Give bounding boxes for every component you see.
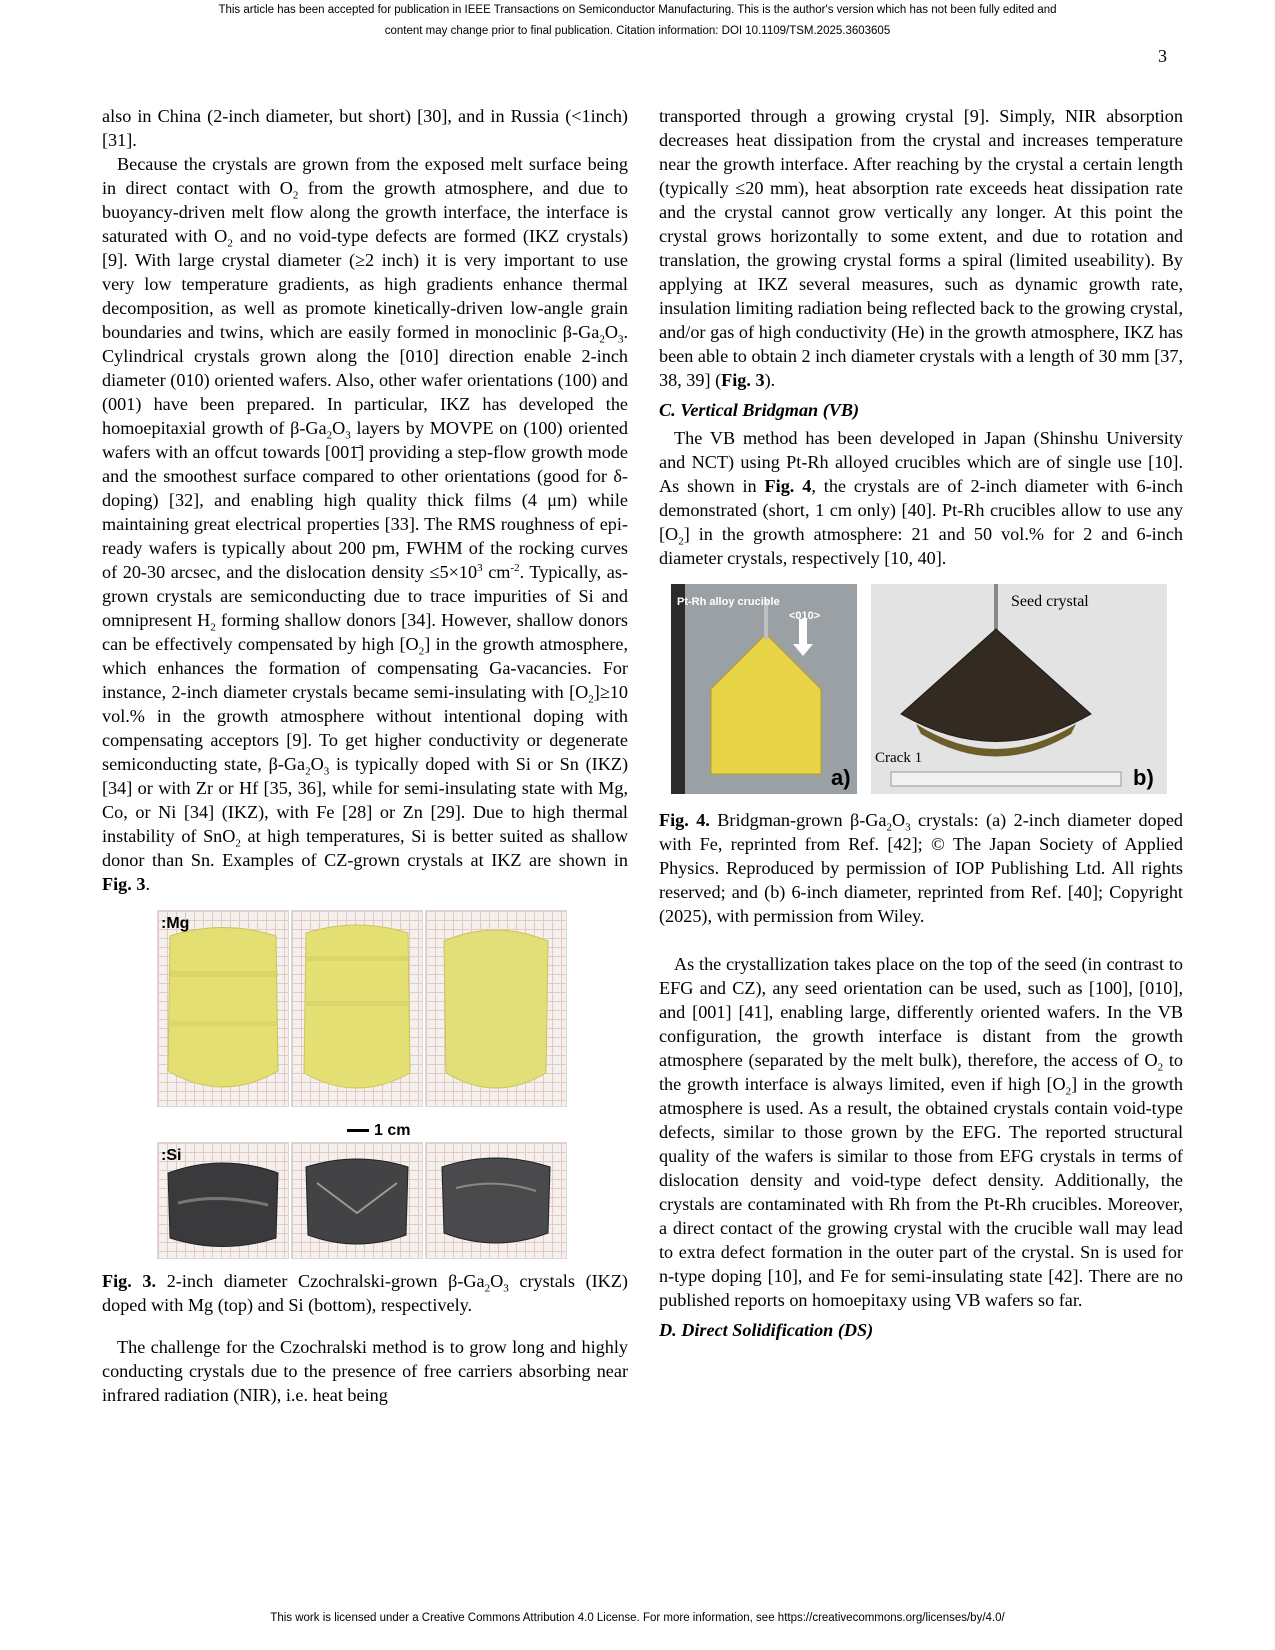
fig4-reference[interactable]: Fig. 4 xyxy=(764,476,812,496)
mg-crystal-3-image xyxy=(426,911,566,1106)
si-crystal-photo-3 xyxy=(425,1142,567,1259)
fig3-reference[interactable]: Fig. 3 xyxy=(721,370,765,390)
mg-crystal-photo-1 xyxy=(157,910,289,1107)
si-crystal-photo-2 xyxy=(291,1142,423,1259)
fig3-reference[interactable]: Fig. 3 xyxy=(102,874,146,894)
si-label: :Si xyxy=(161,1147,182,1164)
si-crystal-2-image xyxy=(292,1143,422,1258)
crack-label: Crack 1 xyxy=(875,750,923,766)
paragraph-vb-seed-orientation: As the crystallization takes place on the top of the seed (in contrast to EFG and CZ), any seed orientation can be used, such as [100], [010], and [001] [41], enabling large, differently oriented wafers. In the VB configuration, the growth interface is distant from the growth atmosphere (separated by the melt bulk), therefore, the access of $O_2$ to the growth interface is always limited, even if high $[O_2]$ in the growth atmosphere is used. As a result, the obtained crystals contain void-type defects, similar to those grown by the EFG. The reported structural quality of the wafers is similar to those from EFG crystals in terms of dislocation density and void-type defect density. Additionally, the crystals are contaminated with Rh from the Pt-Rh crucibles. Moreover, a direct contact of the growing crystal with the crucible wall may lead to extra defect formation in the outer part of the crystal. Sn is used for n-type doping [10], and Fe for semi-insulating state [42]. There are no published reports on homoepitaxy using VB wafers so far. xyxy=(659,954,1183,1310)
crucible-label: Pt-Rh alloy crucible xyxy=(677,596,780,608)
paragraph-czochralski-growth: Because the crystals are grown from the exposed melt surface being in direct contact with $O_2$ from the growth atmosphere, and due to buoyancy-driven melt flow along the growth interface, the interface is saturated with $O_2$ and no void-type defects are formed (IKZ crystals) [9]. With large crystal diameter (≥2 inch) it is very important to use very low temperature gradients, as high gradients enhance thermal decomposition, as well as promote kinetically-driven low-angle grain boundaries and twins, which are easily formed in monoclinic $\beta-Ga_2O_3$. Cylindrical crystals grown along the [010] direction enable 2-inch diameter (010) oriented wafers. Also, other wafer orientations (100) and (001) have been prepared. In particular, IKZ has developed the homoepitaxial growth of $\beta-Ga_2O_3$ layers by MOVPE on (100) oriented wafers with an offcut towards [001̄] providing a step-flow growth mode and the smoothest surface compared to other orientations (good for δ-doping) [32], and enabling high quality thick films (4 μm) while maintaining great electrical properties [33]. The RMS roughness of epi-ready wafers is typically about 200 pm, FWHM of the rocking curves of 20-30 arcsec, and the dislocation density $\le 5\times 10^3$ $cm^{-2}$. Typically, as-grown crystals are semiconducting due to trace impurities of Si and omnipresent $H_2$ forming shallow donors [34]. However, shallow donors can be effectively compensated by high $[O_2]$ in the growth atmosphere, which enhances the formation of compensating Ga-vacancies. For instance, 2-inch diameter crystals became semi-insulating with $[O_2]\ge 10$ vol.% in the growth atmosphere without intentional doping with compensating acceptors [9]. To get higher conductivity or degenerate semiconducting state, $\beta-Ga_2O_3$ is typically doped with Si or Sn (IKZ) [34] or with Zr or Hf [35, 36], while for semi-insulating state with Mg, Co, or Ni [34] (IKZ), with Fe [28] or Zn [29]. Due to high thermal instability of SnO$_2$ at high temperatures, Si is better suited as shallow donor than Sn. Examples of CZ-grown crystals at IKZ are shown in Fig. 3. xyxy=(102,154,629,894)
mg-crystal-photo-2 xyxy=(291,910,423,1107)
vb-crystal-2inch-image xyxy=(671,584,857,794)
section-heading-vertical-bridgman: C. Vertical Bridgman (VB) xyxy=(659,400,860,420)
direction-label: <010> xyxy=(789,610,821,622)
section-heading-direct-solidification: D. Direct Solidification (DS) xyxy=(659,1320,874,1340)
paragraph-nir-absorption: transported through a growing crystal [9]. Simply, NIR absorption decreases heat dissipation from the crystal and increases temperature near the growth interface. After reaching by the crystal a certain length (typically ≤20 mm), heat absorption rate exceeds heat dissipation rate and the crystal cannot grow vertically any longer. At this point the crystal grows horizontally to some extent, and due to rotation and translation, the growing crystal forms a spiral (limited useability). By applying at IKZ several measures, such as dynamic growth rate, insulation limiting radiation being reflected back to the growing crystal, and/or gas of high conductivity (He) in the growth atmosphere, IKZ has been able to obtain 2 inch diameter crystals with a length of 30 mm [37, 38, 39] (Fig. 3). xyxy=(659,106,1183,390)
panel-b-label: b) xyxy=(1133,765,1154,790)
figure-4-photos xyxy=(671,584,1171,794)
mg-crystal-2-image xyxy=(292,911,422,1106)
figure-3-photos xyxy=(157,910,587,1257)
publication-banner xyxy=(0,0,1275,42)
figure-3-caption: Fig. 3. 2-inch diameter Czochralski-grown $\beta-Ga_2O_3$ crystals (IKZ) doped with Mg (top) and Si (bottom), respectively. xyxy=(102,1271,628,1315)
scale-bar-1cm: 1 cm xyxy=(347,1119,410,1143)
mg-crystal-photo-3 xyxy=(425,910,567,1107)
si-crystal-3-image xyxy=(426,1143,566,1258)
right-column xyxy=(659,104,1183,1346)
figure-4-caption: Fig. 4. Bridgman-grown $\beta-Ga_2O_3$ crystals: (a) 2-inch diameter doped with Fe, reprinted from Ref. [42]; © The Japan Society of Applied Physics. Reproduced by permission of IOP Publishing Ltd. All rights reserved; and (b) 6-inch diameter, reprinted from Ref. [40]; Copyright (2025), with permission from Wiley. xyxy=(659,810,1183,926)
fig4-photo-b xyxy=(871,584,1167,794)
mg-crystal-1-image xyxy=(158,911,288,1106)
mg-label: :Mg xyxy=(161,915,190,932)
banner-line-1: This article has been accepted for publication in IEEE Transactions on Semiconductor Manufacturing. This is the author's version which has not been fully edited and xyxy=(218,4,1057,16)
fig4-photo-a xyxy=(671,584,857,794)
page-number: 3 xyxy=(1158,46,1167,66)
left-column xyxy=(102,104,628,1407)
license-footer: This work is licensed under a Creative Commons Attribution 4.0 License. For more information, see https://creativecommons.org/licenses/by/4.0/ xyxy=(270,1612,1005,1624)
scale-bar-line xyxy=(347,1129,369,1132)
panel-a-label: a) xyxy=(831,765,851,790)
banner-line-2: content may change prior to final publication. Citation information: DOI 10.1109/TSM.2025.3603605 xyxy=(384,25,891,37)
paragraph-vb-method: The VB method has been developed in Japan (Shinshu University and NCT) using Pt-Rh alloyed crucibles which are of single use [10]. As shown in Fig. 4, the crystals are of 2-inch diameter with 6-inch demonstrated (short, 1 cm only) [40]. Pt-Rh crucibles allow to use any $[O_2]$ in the growth atmosphere: 21 and 50 vol.% for 2 and 6-inch diameter crystals, respectively [10, 40]. xyxy=(659,428,1183,568)
paragraph-czochralski-challenge: The challenge for the Czochralski method is to grow long and highly conducting crystals due to the presence of free carriers absorbing near infrared radiation (NIR), i.e. heat being xyxy=(102,1337,628,1405)
seed-crystal-label: Seed crystal xyxy=(1011,593,1089,610)
paragraph-china-russia: also in China (2-inch diameter, but short) [30], and in Russia (<1inch) [31]. xyxy=(102,106,628,150)
